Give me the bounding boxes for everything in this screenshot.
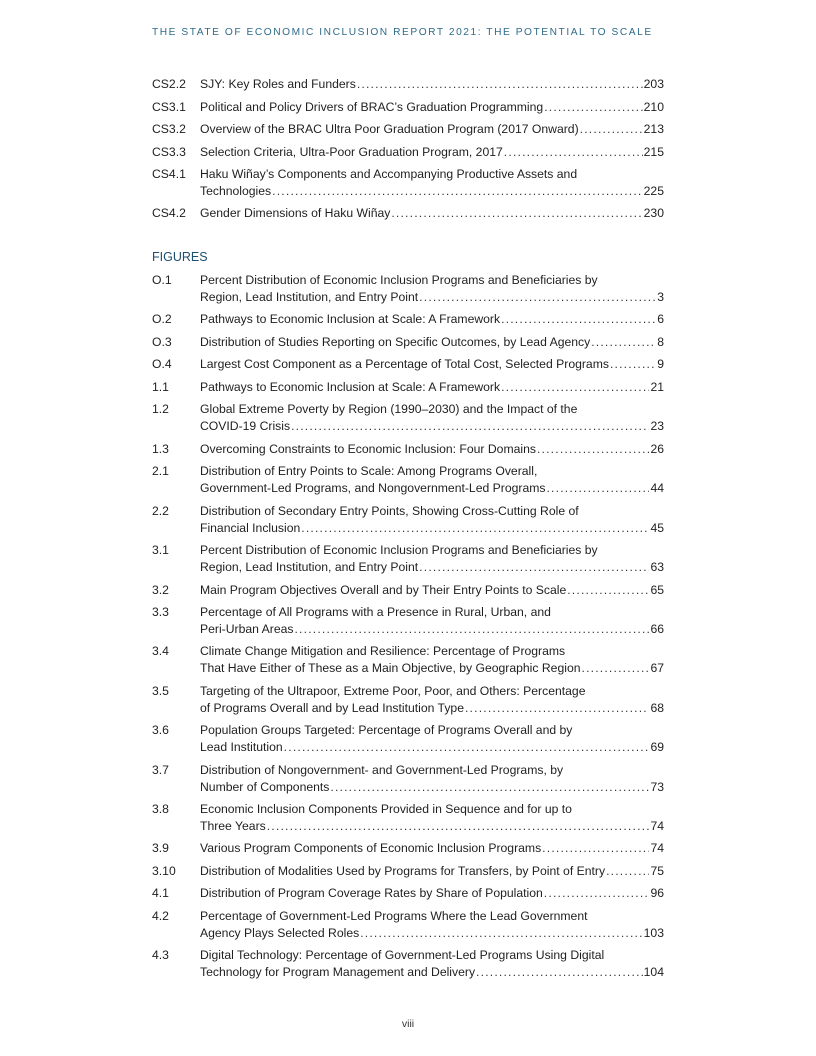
entry-title: Financial Inclusion: [200, 520, 301, 535]
entry-body: [200, 144, 664, 161]
entry-title: Digital Technology: Percentage of Government-Led Programs Using Digital: [200, 948, 605, 963]
entry-title-line: [200, 818, 664, 835]
toc-entry: [152, 503, 664, 537]
entry-number: 4.2: [152, 908, 169, 923]
dot-leader: [291, 418, 649, 435]
entry-number: CS2.2: [152, 77, 186, 91]
entry-title-line: [200, 621, 664, 638]
entry-title: Largest Cost Component as a Percentage of Total Cost, Selected Programs: [200, 357, 609, 372]
entry-title: Pathways to Economic Inclusion at Scale: A Framework: [200, 312, 501, 327]
entry-title: Distribution of Modalities Used by Programs for Transfers, by Point of Entry: [200, 863, 606, 878]
entry-title-line: [200, 503, 664, 520]
entry-number: 4.1: [152, 886, 169, 901]
toc-entry: [152, 947, 664, 981]
dot-leader: [272, 183, 643, 200]
entry-body: [200, 503, 664, 537]
dot-leader: [419, 289, 656, 306]
entry-body: [200, 463, 664, 497]
entry-body: [200, 683, 664, 717]
entry-title-line: [200, 801, 664, 818]
entry-number: 3.1: [152, 543, 169, 558]
toc-entry: [152, 379, 664, 396]
dot-leader: [267, 818, 650, 835]
entry-page-number: 44: [650, 481, 664, 496]
entry-title-line: [200, 739, 664, 756]
dot-leader: [582, 660, 650, 677]
entry-title: of Programs Overall and by Lead Institution Type: [200, 700, 464, 715]
entry-page-number: 68: [650, 700, 664, 715]
entry-title-line: [200, 441, 664, 458]
entry-page-number: 3: [657, 289, 664, 304]
dot-leader: [544, 99, 642, 116]
toc-entry: [152, 683, 664, 717]
dot-leader: [419, 559, 649, 576]
dot-leader: [580, 121, 643, 138]
entry-number: 3.6: [152, 723, 169, 738]
entry-number: 1.2: [152, 402, 169, 417]
entry-page-number: 8: [657, 334, 664, 349]
toc-entry: [152, 76, 664, 93]
entry-title: Main Program Objectives Overall and by Their Entry Points to Scale: [200, 582, 567, 597]
entry-title-line: [200, 604, 664, 621]
entry-body: [200, 205, 664, 222]
entry-page-number: 215: [643, 144, 664, 159]
entry-title-line: [200, 272, 664, 289]
toc-entry: [152, 356, 664, 373]
entry-title-line: [200, 700, 664, 717]
entry-number: 1.1: [152, 379, 169, 394]
toc-entry: [152, 401, 664, 435]
entry-title: Haku Wiñay’s Components and Accompanying Productive Assets and: [200, 167, 578, 181]
entry-number: 3.5: [152, 683, 169, 698]
entry-title-line: [200, 908, 664, 925]
toc-entry: [152, 885, 664, 902]
entry-page-number: 6: [657, 312, 664, 327]
entry-title: Economic Inclusion Components Provided in Sequence and for up to: [200, 802, 572, 817]
entry-title-line: [200, 722, 664, 739]
entry-number: O.2: [152, 312, 172, 327]
entry-title-line: [200, 121, 664, 138]
entry-title: Distribution of Nongovernment- and Government-Led Programs, by: [200, 762, 564, 777]
entry-title: Selection Criteria, Ultra-Poor Graduation Program, 2017: [200, 144, 503, 159]
entry-title-line: [200, 683, 664, 700]
toc-entry: [152, 121, 664, 138]
toc-entry: [152, 582, 664, 599]
entry-body: [200, 582, 664, 599]
entry-number: 3.3: [152, 605, 169, 620]
entry-title: Global Extreme Poverty by Region (1990–2030) and the Impact of the: [200, 402, 578, 417]
toc-entry: [152, 311, 664, 328]
dot-leader: [357, 76, 643, 93]
entry-body: [200, 356, 664, 373]
entry-title-line: [200, 840, 664, 857]
entry-title: SJY: Key Roles and Funders: [200, 77, 356, 91]
entry-title-line: [200, 311, 664, 328]
entry-title: Targeting of the Ultrapoor, Extreme Poor, Poor, and Others: Percentage: [200, 683, 586, 698]
entry-title: Peri-Urban Areas: [200, 621, 294, 636]
entry-number: CS4.1: [152, 167, 186, 181]
entry-page-number: 9: [657, 357, 664, 372]
entry-title: That Have Either of These as a Main Objective, by Geographic Region: [200, 661, 581, 676]
entry-body: [200, 311, 664, 328]
entry-body: [200, 401, 664, 435]
entry-number: 2.1: [152, 464, 169, 479]
entry-page-number: 74: [650, 841, 664, 856]
entry-title: Percent Distribution of Economic Inclusion Programs and Beneficiaries by: [200, 543, 598, 558]
dot-leader: [542, 840, 649, 857]
entry-title-line: [200, 779, 664, 796]
boxes-list: [152, 76, 664, 228]
dot-leader: [476, 964, 643, 981]
toc-entry: [152, 99, 664, 116]
dot-leader: [546, 480, 649, 497]
entry-page-number: 45: [650, 520, 664, 535]
entry-page-number: 230: [643, 206, 664, 221]
entry-title: Number of Components: [200, 779, 330, 794]
figures-list: [152, 272, 664, 981]
entry-body: [200, 762, 664, 796]
entry-body: [200, 379, 664, 396]
entry-page-number: 67: [650, 661, 664, 676]
entry-title: Region, Lead Institution, and Entry Point: [200, 289, 419, 304]
running-header: THE STATE OF ECONOMIC INCLUSION REPORT 2021: THE POTENTIAL TO SCALE: [152, 27, 653, 38]
entry-number: O.3: [152, 334, 172, 349]
entry-title-line: [200, 205, 664, 222]
entry-title-line: [200, 418, 664, 435]
figures-heading: FIGURES: [152, 250, 208, 264]
entry-number: 3.7: [152, 762, 169, 777]
entry-page-number: 23: [650, 419, 664, 434]
entry-number: CS3.3: [152, 144, 186, 159]
entry-number: 4.3: [152, 948, 169, 963]
entry-title: Region, Lead Institution, and Entry Point: [200, 560, 419, 575]
dot-leader: [294, 621, 649, 638]
entry-title: Distribution of Program Coverage Rates by Share of Population: [200, 886, 543, 901]
dot-leader: [610, 356, 656, 373]
entry-title: Technologies: [200, 183, 272, 198]
entry-number: 2.2: [152, 503, 169, 518]
toc-entry: [152, 863, 664, 880]
entry-title-line: [200, 660, 664, 677]
entry-page-number: 73: [650, 779, 664, 794]
toc-entry: [152, 334, 664, 351]
dot-leader: [284, 739, 650, 756]
toc-entry: [152, 272, 664, 306]
toc-entry: [152, 762, 664, 796]
toc-entry: [152, 542, 664, 576]
dot-leader: [537, 441, 649, 458]
entry-title: Pathways to Economic Inclusion at Scale: A Framework: [200, 379, 501, 394]
entry-title-line: [200, 582, 664, 599]
entry-title-line: [200, 885, 664, 902]
entry-title: Percent Distribution of Economic Inclusion Programs and Beneficiaries by: [200, 273, 598, 287]
entry-title: Population Groups Targeted: Percentage of Programs Overall and by: [200, 723, 573, 738]
entry-title: Distribution of Secondary Entry Points, Showing Cross-Cutting Role of: [200, 503, 579, 518]
entry-page-number: 75: [650, 863, 664, 878]
entry-title-line: [200, 401, 664, 418]
entry-body: [200, 908, 664, 942]
entry-page-number: 210: [643, 99, 664, 114]
dot-leader: [504, 144, 643, 161]
entry-body: [200, 863, 664, 880]
entry-title: Gender Dimensions of Haku Wiñay: [200, 206, 391, 221]
entry-title-line: [200, 289, 664, 306]
dot-leader: [465, 700, 649, 717]
dot-leader: [330, 779, 649, 796]
entry-number: 3.10: [152, 863, 176, 878]
entry-title-line: [200, 356, 664, 373]
entry-page-number: 203: [643, 77, 664, 91]
entry-title-line: [200, 166, 664, 183]
entry-title: Three Years: [200, 818, 266, 833]
entry-title-line: [200, 762, 664, 779]
entry-title-line: [200, 863, 664, 880]
entry-page-number: 225: [643, 183, 664, 198]
entry-page-number: 69: [650, 740, 664, 755]
entry-number: CS4.2: [152, 206, 186, 221]
entry-page-number: 26: [650, 441, 664, 456]
toc-entry: [152, 643, 664, 677]
entry-page-number: 213: [643, 122, 664, 136]
entry-title: Distribution of Studies Reporting on Specific Outcomes, by Lead Agency: [200, 334, 591, 349]
toc-entry: [152, 908, 664, 942]
entry-number: 3.8: [152, 802, 169, 817]
entry-body: [200, 441, 664, 458]
entry-title-line: [200, 542, 664, 559]
toc-entry: [152, 144, 664, 161]
entry-title: Government-Led Programs, and Nongovernment-Led Programs: [200, 481, 546, 496]
entry-body: [200, 121, 664, 138]
entry-body: [200, 542, 664, 576]
entry-title-line: [200, 520, 664, 537]
entry-title-line: [200, 925, 664, 942]
entry-title-line: [200, 463, 664, 480]
toc-entry: [152, 463, 664, 497]
toc-entry: [152, 205, 664, 222]
entry-title-line: [200, 947, 664, 964]
entry-body: [200, 76, 664, 93]
entry-body: [200, 801, 664, 835]
entry-title: Various Program Components of Economic Inclusion Programs: [200, 841, 542, 856]
entry-number: 3.9: [152, 841, 169, 856]
entry-page-number: 104: [643, 965, 664, 980]
toc-entry: [152, 441, 664, 458]
dot-leader: [391, 205, 642, 222]
dot-leader: [501, 311, 656, 328]
entry-title: Political and Policy Drivers of BRAC’s Graduation Programming: [200, 99, 544, 114]
entry-title: Percentage of Government-Led Programs Where the Lead Government: [200, 908, 588, 923]
entry-title: Climate Change Mitigation and Resilience: Percentage of Programs: [200, 644, 566, 659]
toc-entry: [152, 722, 664, 756]
entry-page-number: 96: [650, 886, 664, 901]
entry-title: Distribution of Entry Points to Scale: Among Programs Overall,: [200, 464, 538, 479]
entry-title: Agency Plays Selected Roles: [200, 925, 360, 940]
entry-title: Overview of the BRAC Ultra Poor Graduation Program (2017 Onward): [200, 122, 579, 136]
dot-leader: [301, 520, 649, 537]
entry-title-line: [200, 76, 664, 93]
entry-number: 3.4: [152, 644, 169, 659]
entry-title-line: [200, 144, 664, 161]
entry-body: [200, 334, 664, 351]
entry-body: [200, 99, 664, 116]
entry-number: CS3.1: [152, 99, 186, 114]
entry-number: O.1: [152, 273, 172, 287]
dot-leader: [544, 885, 650, 902]
entry-title-line: [200, 379, 664, 396]
entry-body: [200, 840, 664, 857]
toc-entry: [152, 604, 664, 638]
entry-number: 1.3: [152, 441, 169, 456]
dot-leader: [360, 925, 642, 942]
toc-entry: [152, 840, 664, 857]
entry-title: COVID-19 Crisis: [200, 419, 291, 434]
toc-entry: [152, 801, 664, 835]
entry-body: [200, 722, 664, 756]
entry-title: Percentage of All Programs with a Presence in Rural, Urban, and: [200, 605, 551, 620]
entry-title-line: [200, 334, 664, 351]
entry-body: [200, 272, 664, 306]
toc-entry: [152, 166, 664, 200]
entry-title: Overcoming Constraints to Economic Inclusion: Four Domains: [200, 441, 536, 456]
entry-body: [200, 604, 664, 638]
dot-leader: [501, 379, 649, 396]
entry-title-line: [200, 964, 664, 981]
entry-number: 3.2: [152, 582, 169, 597]
page-number: viii: [401, 1018, 415, 1030]
entry-title-line: [200, 480, 664, 497]
entry-title-line: [200, 559, 664, 576]
entry-body: [200, 166, 664, 200]
entry-number: O.4: [152, 357, 172, 372]
dot-leader: [606, 863, 649, 880]
entry-title: Technology for Program Management and Delivery: [200, 965, 476, 980]
entry-title: Lead Institution: [200, 740, 283, 755]
entry-title-line: [200, 183, 664, 200]
entry-title-line: [200, 99, 664, 116]
entry-page-number: 103: [643, 925, 664, 940]
entry-page-number: 63: [650, 560, 664, 575]
dot-leader: [591, 334, 656, 351]
entry-page-number: 65: [650, 582, 664, 597]
entry-body: [200, 947, 664, 981]
entry-page-number: 21: [650, 379, 664, 394]
entry-page-number: 66: [650, 621, 664, 636]
dot-leader: [567, 582, 649, 599]
entry-title-line: [200, 643, 664, 660]
entry-page-number: 74: [650, 818, 664, 833]
entry-body: [200, 643, 664, 677]
figures-section: [152, 248, 664, 987]
entry-body: [200, 885, 664, 902]
entry-number: CS3.2: [152, 122, 186, 136]
